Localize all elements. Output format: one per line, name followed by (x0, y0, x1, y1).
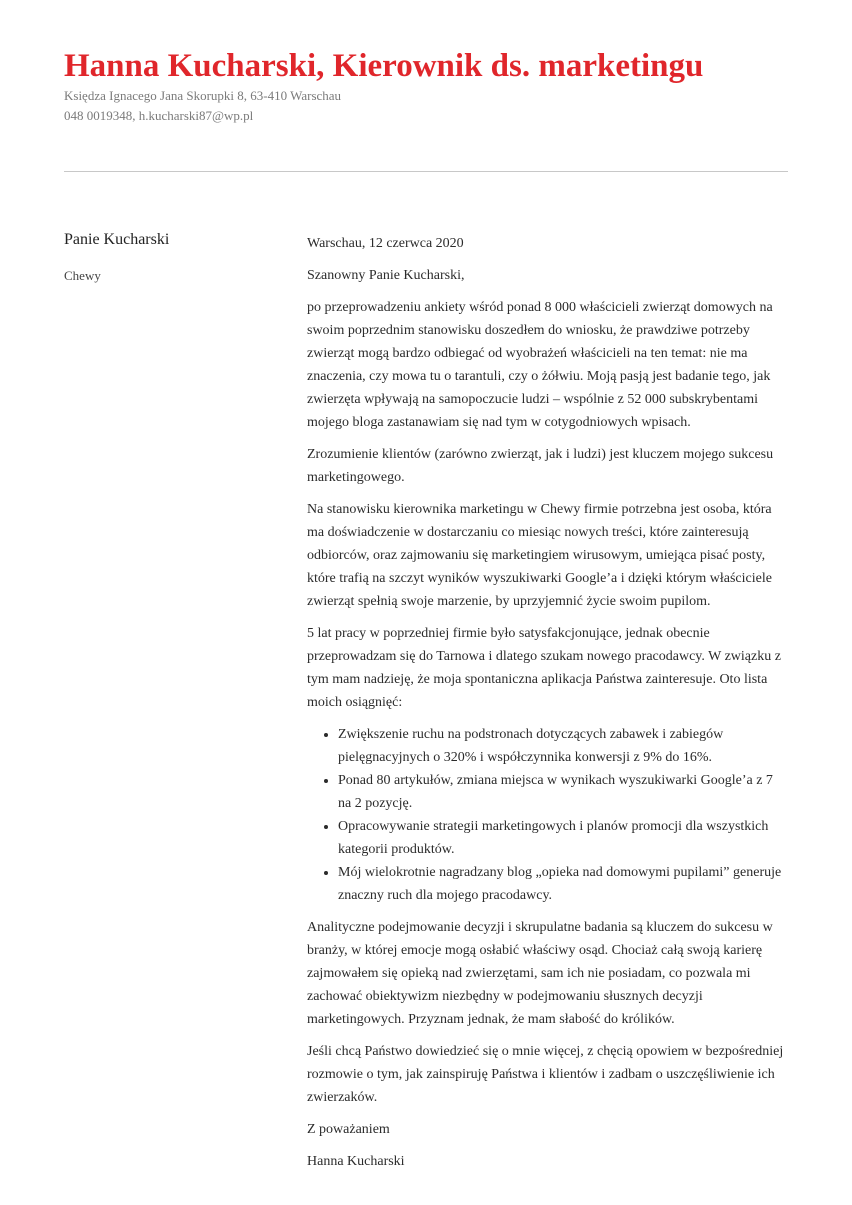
sender-name-title: Hanna Kucharski, Kierownik ds. marketingu (64, 48, 704, 84)
letter-body (307, 232, 789, 1182)
achievement-item: • Opracowywanie strategii marketingowych i planów promocji dla wszystkich kategorii produktów. (338, 815, 789, 861)
sender-phone-email: 048 0019348, h.kucharski87@wp.pl (64, 108, 254, 123)
achievement-item: • Ponad 80 artykułów, zmiana miejsca w wynikach wyszukiwarki Google’a z 7 na 2 pozycję. (338, 769, 789, 815)
body-paragraph: 5 lat pracy w poprzedniej firmie było satysfakcjonujące, jednak obecnie przeprowadzam się do Tarnowa i dlatego szukam nowego pracodawcy. W związku z tym mam nadzieję, że moja spontaniczna aplikacja Państwa zainteresuje. Oto lista moich osiągnięć: (307, 626, 781, 710)
sender-address: Księdza Ignacego Jana Skorupki 8, 63-410 Warschau (64, 88, 342, 103)
body-paragraph: Zrozumienie klientów (zarówno zwierząt, jak i ludzi) jest kluczem mojego sukcesu marketingowego. (307, 447, 774, 485)
body-paragraph: Analityczne podejmowanie decyzji i skrupulatne badania są kluczem do sukcesu w branży, w której emocje mogą osłabić właściwy osąd. Chociaż całą swoją karierę zajmowałem się opieką nad zwierzętami, sam ich nie posiadam, co pozwala mi zachować obiektywizm niezbędny w podejmowaniu słusznych decyzji marketingowych. Przyznam jednak, że mam słabość do królików. (307, 920, 773, 1027)
body-paragraph: po przeprowadzeniu ankiety wśród ponad 8 000 właścicieli zwierząt domowych na swoim poprzednim stanowisku doszedłem do wniosku, że prawdziwe potrzeby zwierząt mogą bardzo odbiegać od wyobrażeń właścicieli na ten temat: nie ma znaczenia, czy mowa tu o tarantuli, czy o żółwiu. Moją pasją jest badanie tego, jak zwierzęta wpływają na samopoczucie ludzi – wspólnie z 52 000 subskrybentami mojego bloga zastanawiam się nad tym w cotygodniowych wpisach. (307, 300, 773, 430)
recipient-company: Chewy (64, 268, 101, 283)
letter-header (64, 46, 788, 126)
letter-salutation: Szanowny Panie Kucharski, (307, 268, 465, 283)
body-paragraph: Jeśli chcą Państwo dowiedzieć się o mnie więcej, z chęcią opowiem w bezpośredniej rozmowie o tym, jak zainspiruję Państwa i klientów i zadbam o uszczęśliwienie ich zwierzaków. (307, 1044, 784, 1105)
recipient-name: Panie Kucharski (64, 231, 170, 248)
letter-date: Warschau, 12 czerwca 2020 (307, 236, 464, 251)
header-divider (64, 171, 788, 172)
achievement-item: • Mój wielokrotnie nagradzany blog „opieka nad domowymi pupilami” generuje znaczny ruch dla mojego pracodawcy. (338, 861, 789, 907)
recipient-column (64, 229, 284, 285)
achievement-item: • Zwiększenie ruchu na podstronach dotyczących zabawek i zabiegów pielęgnacyjnych o 320% i współczynnika konwersji z 9% do 16%. (338, 723, 789, 769)
body-paragraph: Na stanowisku kierownika marketingu w Chewy firmie potrzebna jest osoba, która ma doświadczenie w dostarczaniu co miesiąc nowych treści, które zainteresują odbiorców, oraz zajmowaniu się marketingiem wirusowym, umiejąca pisać posty, które trafią na szczyt wyników wyszukiwarki Google’a i dzięki którym właściciele zwierząt spełnią swoje marzenie, by uprzyjemnić życie swoim pupilom. (307, 502, 772, 609)
letter-valediction: Z poważaniem (307, 1122, 390, 1137)
letter-signature: Hanna Kucharski (307, 1154, 405, 1169)
achievements-list (307, 723, 789, 907)
